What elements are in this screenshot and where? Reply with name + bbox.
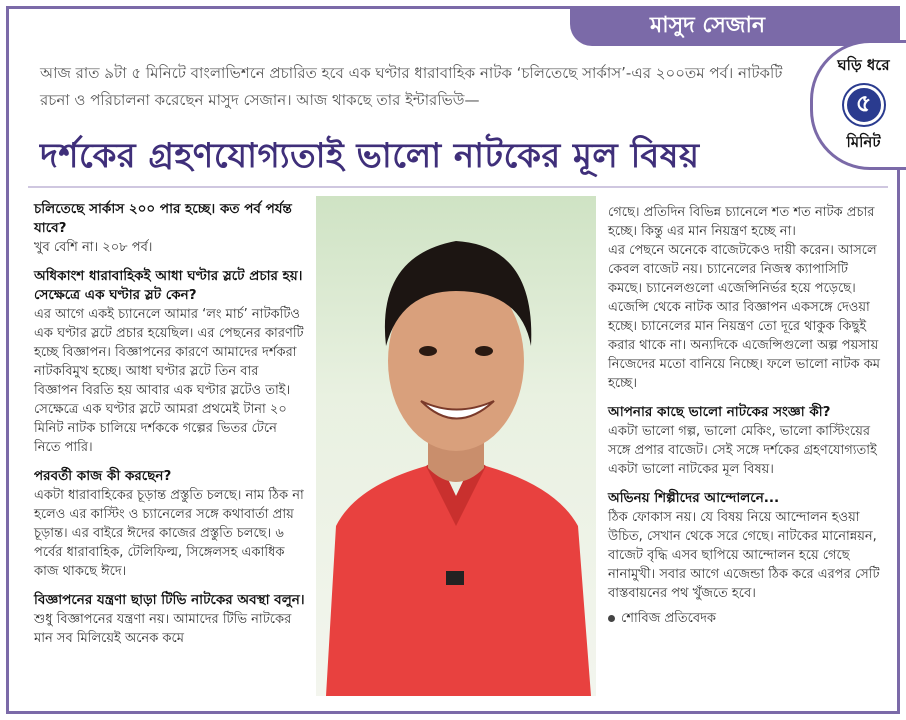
question-6: অভিনয় শিল্পীদের আন্দোলনে... xyxy=(608,490,780,506)
question-3: পরবর্তী কাজ কী করছেন? xyxy=(34,468,172,484)
question-1: চলিতেছে সার্কাস ২০০ পার হচ্ছে। কত পর্ব পর্যন্ত যাবে? xyxy=(34,201,292,236)
question-4: বিজ্ঞাপনের যন্ত্রণা ছাড়া টিভি নাটকের অবস্থা বলুন। xyxy=(34,592,305,608)
continued-paragraph: গেছে। প্রতিদিন বিভিন্ন চ্যানেলে শত শত নাটক প্রচার হচ্ছে। কিন্তু এর মান নিয়ন্ত্রণ হচ্ছে না। xyxy=(608,205,875,239)
intro-text: আজ রাত ৯টা ৫ মিনিটে বাংলাভিশনে প্রচারিত হবে এক ঘণ্টার ধারাবাহিক নাটক ‘চলিতেছে সার্কাস’-এর ২০০তম পর্ব। নাটকটি রচনা ও পরিচালনা করেছেন মাসুদ সেজান। আজ থাকছে তার ইন্টারভিউ— xyxy=(40,64,783,109)
answer-3: একটা ধারাবাহিকের চূড়ান্ত প্রস্তুতি চলছে। নাম ঠিক না হলেও এর কাস্টিং ও চ্যানেলের সঙ্গে কথাবার্তা প্রায় চূড়ান্ত। এর বাইরে ঈদের কাজের প্রস্তুতি চলছে। ৬ পর্বের ধারাবাহিক, টেলিফিল্ম, সিঙ্গেলসহ একাধিক কাজ থাকছে ঈদে। xyxy=(34,488,304,579)
reporter-credit xyxy=(608,609,886,628)
left-column xyxy=(34,200,306,658)
portrait-illustration xyxy=(316,196,596,696)
badge-number: ৫ xyxy=(844,85,884,125)
author-tab xyxy=(570,6,900,46)
right-column xyxy=(608,203,886,628)
answer-1: খুব বেশি না। ২০৮ পর্ব। xyxy=(34,240,153,255)
bullet-icon xyxy=(608,615,615,622)
author-name: মাসুদ সেজান xyxy=(650,12,765,38)
badge-top-text: ঘড়ি ধরে xyxy=(837,56,890,74)
badge-bottom-text: মিনিট xyxy=(846,133,881,151)
question-5: আপনার কাছে ভালো নাটকের সংজ্ঞা কী? xyxy=(608,404,831,420)
answer-2: এর আগে একই চ্যানেলে আমার ‘লং মার্চ’ নাটকটিও এক ঘণ্টার স্লটে প্রচার হয়েছিল। এর পেছনের কারণটি হচ্ছে বিজ্ঞাপন। বিজ্ঞাপনের কারণে আমাদের দর্শকরা নাটকবিমুখ হচ্ছে। আধা ঘণ্টার স্লটে তিন বার বিজ্ঞাপন বিরতি হয় আবার এক ঘণ্টার স্লটেও তাই। সেক্ষেত্রে এক ঘণ্টার স্লটে আমরা প্রথমেই টানা ২০ মিনিট নাটক চালিয়ে দর্শককে গল্পের ভিতর টেনে নিতে পারি। xyxy=(34,307,304,455)
answer-5: একটা ভালো গল্প, ভালো মেকিং, ভালো কাস্টিংয়ের সঙ্গে প্রপার বাজেট। সেই সঙ্গে দর্শকের গ্রহণযোগ্যতাই একটা ভালো নাটকের মূল বিষয়। xyxy=(608,424,877,477)
answer-4: শুধু বিজ্ঞাপনের যন্ত্রণা নয়। আমাদের টিভি নাটকের মান সব মিলিয়েই অনেক কমে xyxy=(34,612,292,646)
reporter-credit-text: শোবিজ প্রতিবেদক xyxy=(621,611,717,626)
interviewee-photo xyxy=(316,196,596,696)
divider xyxy=(28,186,888,188)
answer-6: ঠিক ফোকাস নয়। যে বিষয় নিয়ে আন্দোলন হওয়া উচিত, সেখান থেকে সরে গেছে। নাটকের মানোন্নয়ন, বাজেট বৃদ্ধি এসব ছাপিয়ে আন্দোলন হয়ে গেছে নানামুখী। সবার আগে এজেন্ডা ঠিক করে এরপর সেটি বাস্তবায়নের পথ খুঁজতে হবে। xyxy=(608,510,880,601)
paragraph-2: এর পেছনে অনেকে বাজেটকেও দায়ী করেন। আসলে কেবল বাজেট নয়। চ্যানেলের নিজস্ব ক্যাপাসিটি কমছে। চ্যানেলগুলো এজেন্সিনির্ভর হয়ে পড়েছে। এজেন্সি থেকে নাটক আর বিজ্ঞাপন একসঙ্গে দেওয়া হচ্ছে। চ্যানেলের মান নিয়ন্ত্রণ তো দূরে থাকুক কিছুই করার থাকে না। অন্যদিকে এজেন্সিগুলো অল্প পয়সায় নিজেদের মতো বানিয়ে নিচ্ছে। ফলে ভালো নাটক কম হচ্ছে। xyxy=(608,243,881,391)
headline: দর্শকের গ্রহণযোগ্যতাই ভালো নাটকের মূল বিষয় xyxy=(40,136,700,176)
question-2: অধিকাংশ ধারাবাহিকই আধা ঘণ্টার স্লটে প্রচার হয়। সেক্ষেত্রে এক ঘণ্টার স্লট কেন? xyxy=(34,268,303,303)
